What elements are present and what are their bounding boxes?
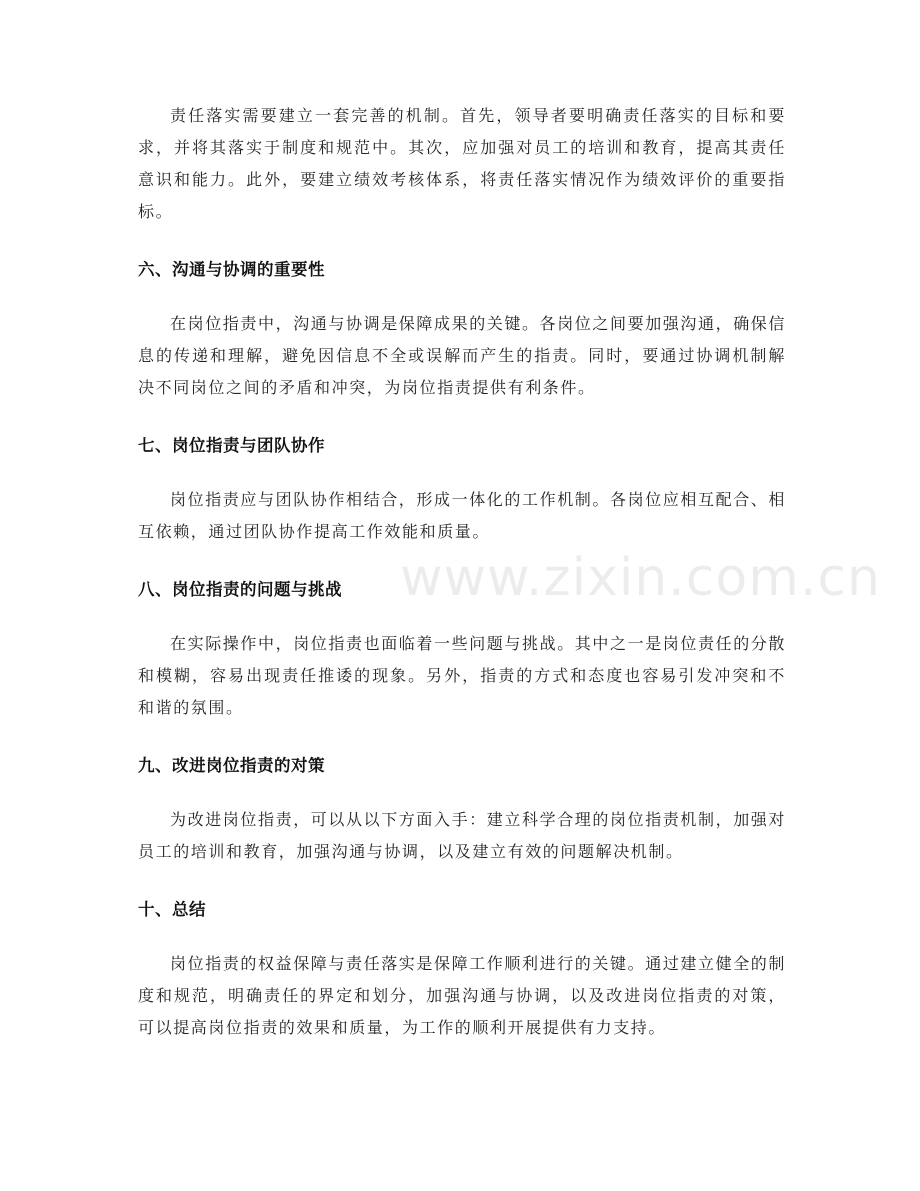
document-body xyxy=(138,100,786,1044)
section-paragraph-7: 岗位指责应与团队协作相结合，形成一体化的工作机制。各岗位应相互配合、相互依赖，通过团队协作提高工作效能和质量。 xyxy=(138,490,787,541)
section-paragraph-9: 为改进岗位指责，可以从以下方面入手：建立科学合理的岗位指责机制，加强对员工的培训和教育，加强沟通与协调，以及建立有效的问题解决机制。 xyxy=(138,810,787,861)
section-heading-8: 八、岗位指责的问题与挑战 xyxy=(138,580,342,599)
section-paragraph-6: 在岗位指责中，沟通与协调是保障成果的关键。各岗位之间要加强沟通，确保信息的传递和理解，避免因信息不全或误解而产生的指责。同时，要通过协调机制解决不同岗位之间的矛盾和冲突，为岗位指责提供有利条件。 xyxy=(138,314,787,397)
section-paragraph-8: 在实际操作中，岗位指责也面临着一些问题与挑战。其中之一是岗位责任的分散和模糊，容易出现责任推诿的现象。另外，指责的方式和态度也容易引发冲突和不和谐的氛围。 xyxy=(138,634,787,717)
section-heading-7: 七、岗位指责与团队协作 xyxy=(138,436,325,455)
section-paragraph-10: 岗位指责的权益保障与责任落实是保障工作顺利进行的关键。通过建立健全的制度和规范，明确责任的界定和划分，加强沟通与协调，以及改进岗位指责的对策，可以提高岗位指责的效果和质量，为工作的顺利开展提供有力支持。 xyxy=(138,954,787,1037)
watermark: www.zixin.com.cn xyxy=(400,548,881,608)
section-heading-10: 十、总结 xyxy=(138,900,206,919)
intro-paragraph: 责任落实需要建立一套完善的机制。首先，领导者要明确责任落实的目标和要求，并将其落实于制度和规范中。其次，应加强对员工的培训和教育，提高其责任意识和能力。此外，要建立绩效考核体系，将责任落实情况作为绩效评价的重要指标。 xyxy=(138,106,786,221)
section-heading-9: 九、改进岗位指责的对策 xyxy=(138,756,325,775)
section-heading-6: 六、沟通与协调的重要性 xyxy=(138,260,325,279)
